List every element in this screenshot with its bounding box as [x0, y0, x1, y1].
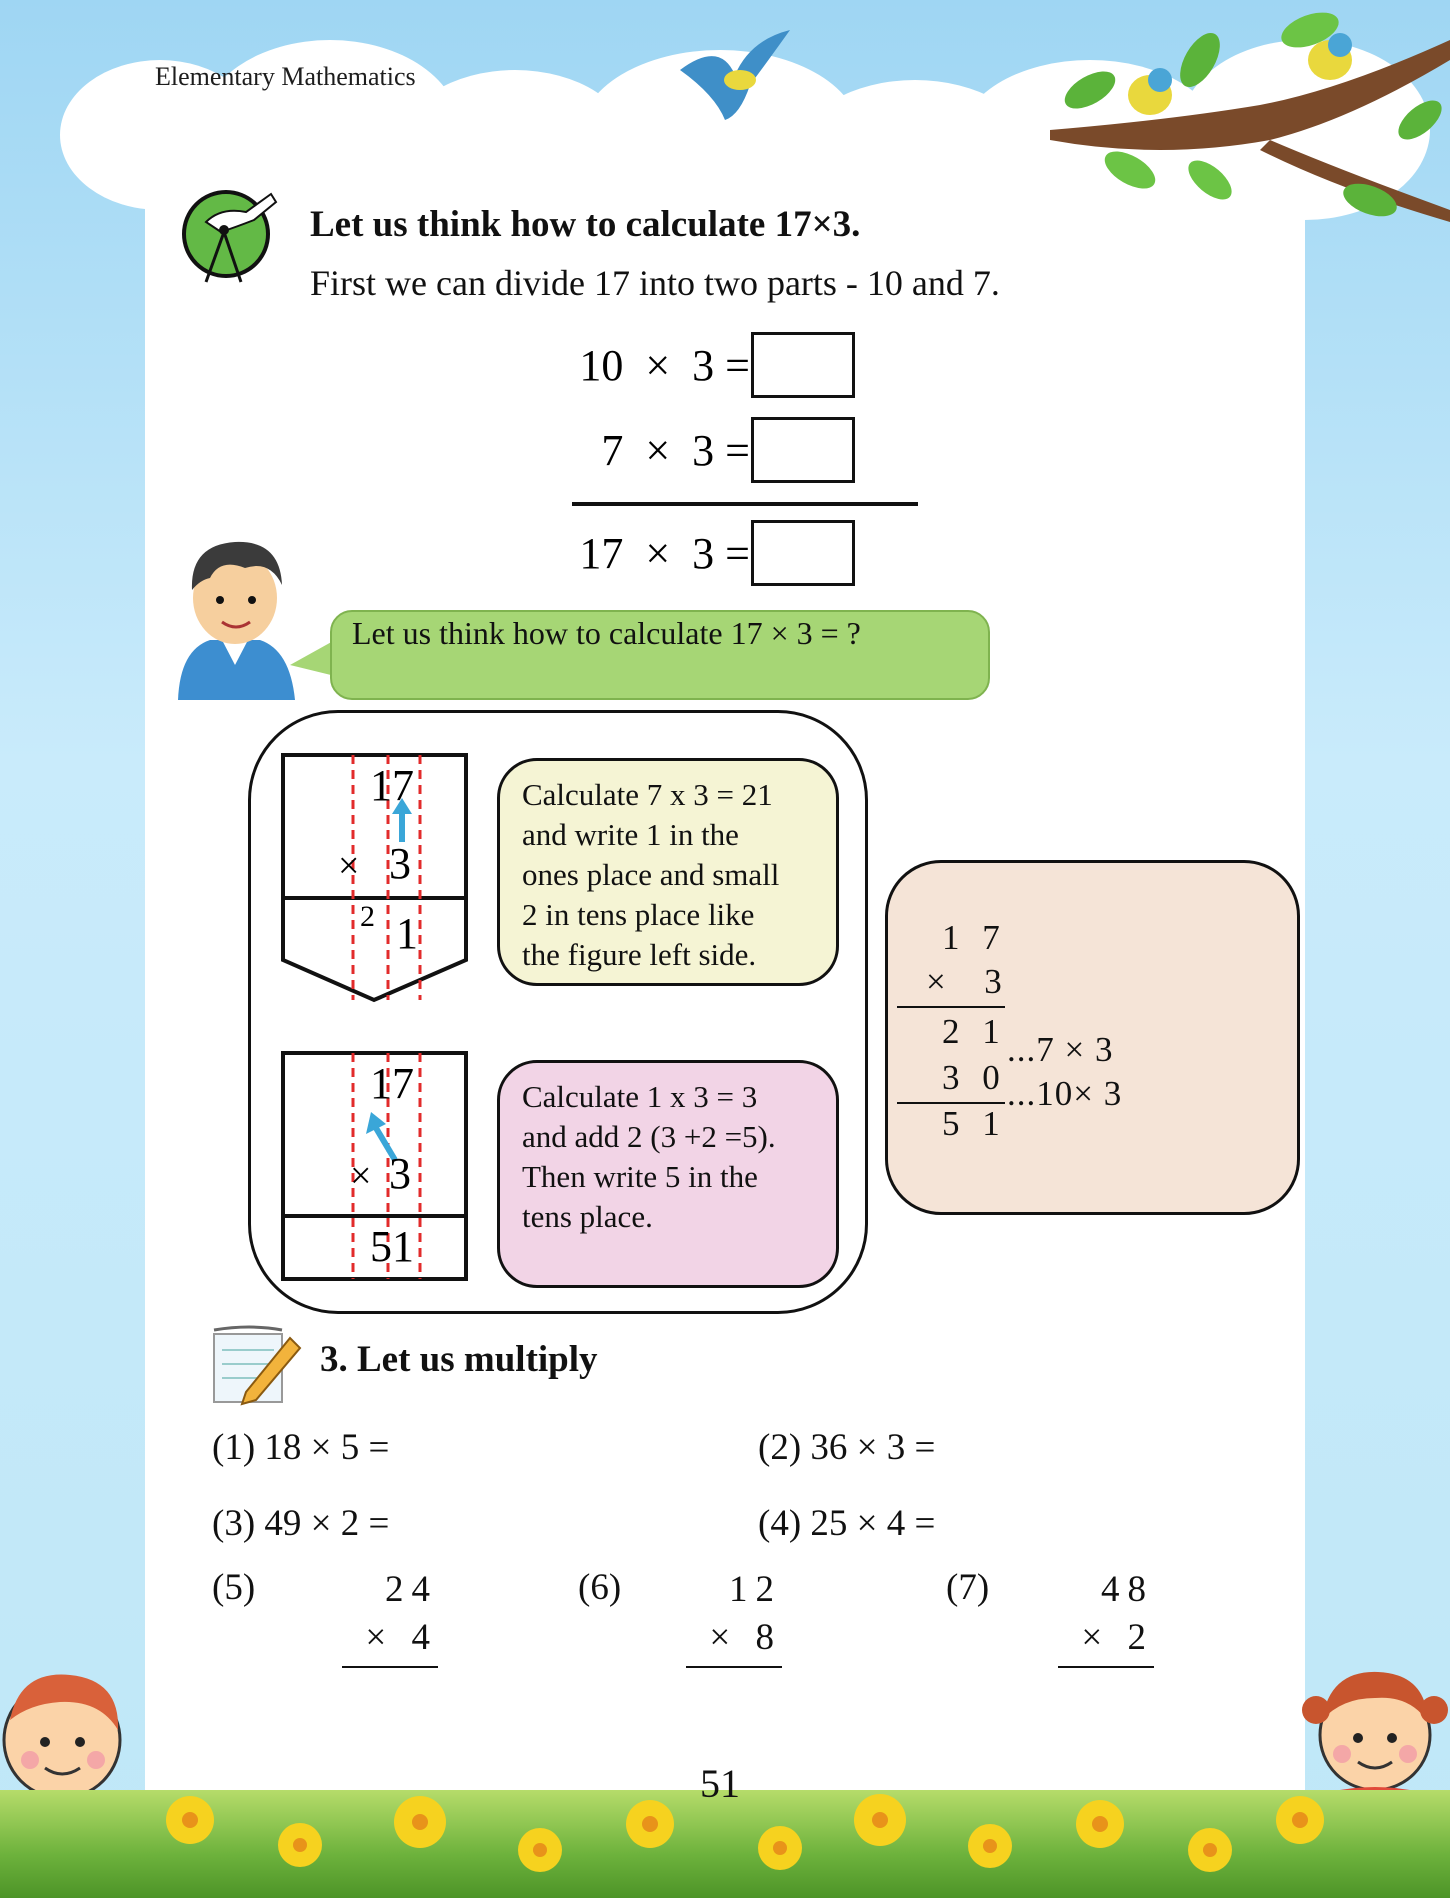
summary-partial-2: 3 0	[942, 1058, 1007, 1097]
answer-line[interactable]	[686, 1666, 782, 1668]
vertical-problem-label: (7)	[946, 1567, 990, 1608]
note-line: Calculate 1 x 3 = 3	[522, 1079, 758, 1114]
page-number: 51	[700, 1761, 740, 1806]
step1-multiplier: 3	[389, 839, 411, 888]
vertical-bottom: × 4	[365, 1617, 438, 1658]
summary-line	[897, 1006, 1005, 1008]
step1-ones-digit: 1	[396, 909, 418, 958]
note-line: Calculate 7 x 3 = 21	[522, 777, 773, 812]
note-line: tens place.	[522, 1199, 653, 1234]
answer-box[interactable]	[751, 417, 855, 483]
equation-row	[540, 417, 860, 487]
sum-divider	[572, 502, 918, 506]
vertical-top: 12	[729, 1569, 782, 1610]
note-line: and write 1 in the	[522, 817, 739, 852]
answer-box[interactable]	[751, 332, 855, 398]
note-line: Then write 5 in the	[522, 1159, 758, 1194]
intro-heading: Let us think how to calculate 17×3.	[310, 204, 861, 245]
vertical-top: 24	[385, 1569, 438, 1610]
note-line: and add 2 (3 +2 =5).	[522, 1119, 776, 1154]
vertical-top: 48	[1101, 1569, 1154, 1610]
boy-avatar	[170, 530, 300, 700]
step2-note	[497, 1060, 839, 1288]
summary-result: 5 1	[942, 1104, 1007, 1143]
summary-partial-1-note: ...7 × 3	[1007, 1030, 1114, 1069]
step1-operator: ×	[338, 845, 360, 887]
exercise-item: (3) 49 × 2 =	[212, 1503, 390, 1544]
step1-top-number: 17	[370, 761, 414, 810]
book-title: Elementary Mathematics	[155, 62, 416, 91]
notepad-pencil-icon	[210, 1320, 305, 1410]
speech-text: Let us think how to calculate 17 × 3 = ?	[352, 615, 861, 651]
summary-top: 1 7	[942, 918, 1007, 957]
equation-expression: 17 × 3 =	[579, 529, 750, 578]
intro-text: First we can divide 17 into two parts - 10 and 7.	[310, 263, 1000, 303]
exercise-item: (4) 25 × 4 =	[758, 1503, 936, 1544]
step1-diagram	[278, 750, 473, 1010]
note-line: ones place and small	[522, 857, 780, 892]
vertical-bottom: × 2	[1081, 1617, 1154, 1658]
equation-expression: 10 × 3 =	[579, 341, 750, 390]
answer-line[interactable]	[342, 1666, 438, 1668]
step2-multiplier: 3	[389, 1149, 411, 1198]
vertical-problem-label: (6)	[578, 1567, 622, 1608]
note-line: 2 in tens place like	[522, 897, 755, 932]
step2-diagram	[278, 1048, 473, 1284]
step1-note	[497, 758, 839, 986]
equation-row	[540, 332, 860, 402]
exercise-item: (1) 18 × 5 =	[212, 1427, 390, 1468]
equation-row	[540, 520, 860, 590]
answer-line[interactable]	[1058, 1666, 1154, 1668]
exercise-item: (2) 36 × 3 =	[758, 1427, 936, 1468]
note-line: the figure left side.	[522, 937, 757, 972]
tree-branch-icon	[1010, 0, 1450, 260]
vertical-problem-label: (5)	[212, 1567, 256, 1608]
step2-operator: ×	[350, 1155, 372, 1197]
answer-box[interactable]	[751, 520, 855, 586]
equation-expression: 7 × 3 =	[601, 426, 750, 475]
summary-partial-2-note: ...10× 3	[1007, 1074, 1123, 1113]
step1-carry-digit: 2	[360, 900, 375, 933]
step2-result: 51	[370, 1222, 414, 1271]
vertical-bottom: × 8	[709, 1617, 782, 1658]
compass-badge-icon	[176, 182, 286, 292]
flying-bird-icon	[670, 20, 800, 130]
step2-top-number: 17	[370, 1059, 414, 1108]
summary-multiplier: × 3	[926, 962, 1009, 1001]
summary-partial-1: 2 1	[942, 1012, 1007, 1051]
exercise-title: 3. Let us multiply	[320, 1339, 598, 1380]
